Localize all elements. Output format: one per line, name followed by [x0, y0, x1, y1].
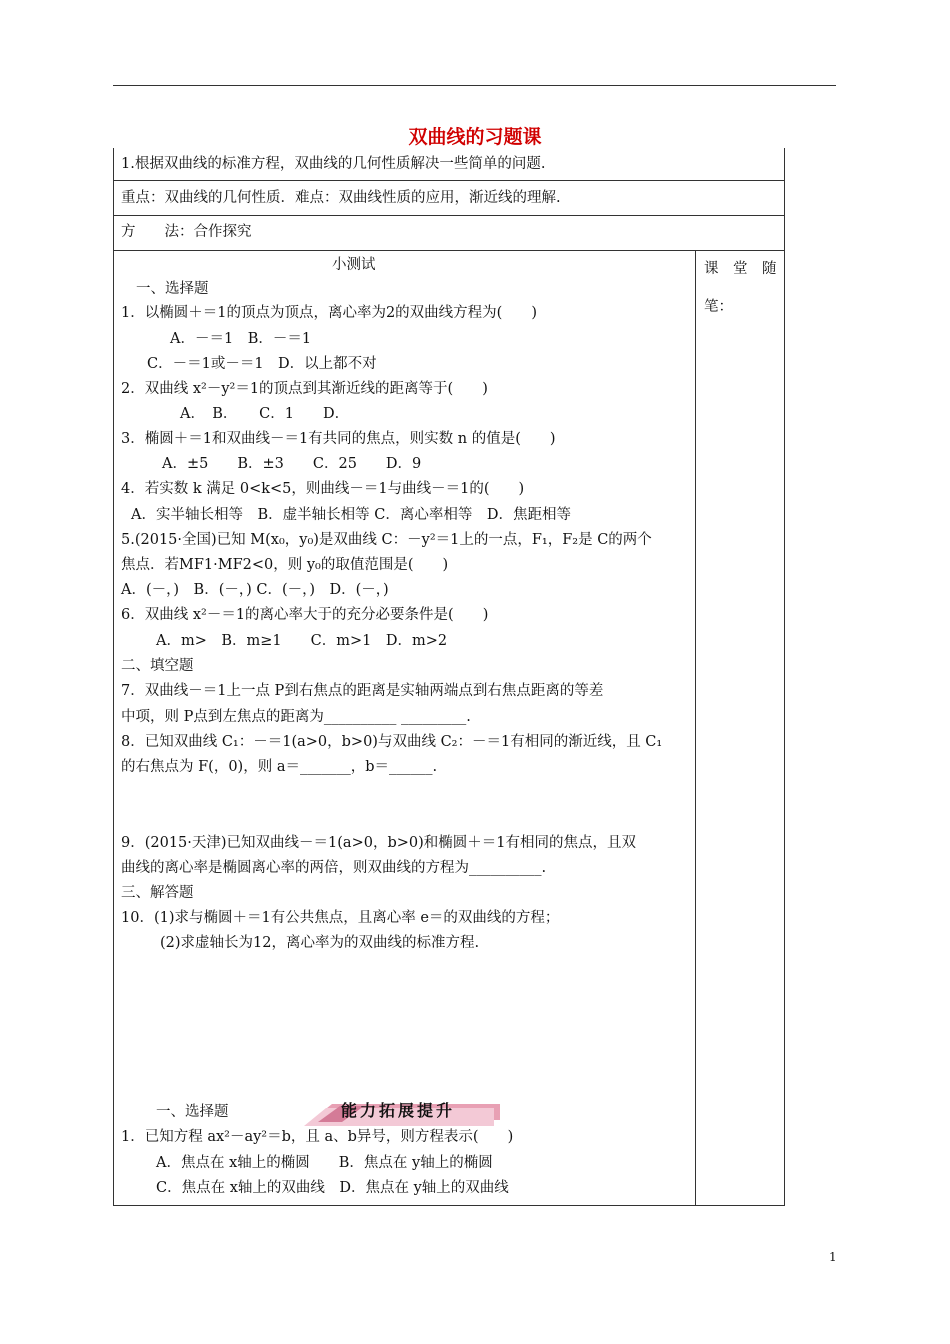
row-divider — [113, 215, 785, 216]
question-5-options: A．(－，) B．(－，) C．(－，) D．(－，) — [121, 582, 389, 598]
row-divider — [113, 250, 785, 251]
question-8: 8．已知双曲线 C₁：－＝1(a>0，b>0)与双曲线 C₂：－＝1有相同的渐近线，且 C₁ — [121, 734, 663, 750]
notes-header-2: 笔： — [704, 299, 733, 315]
page-title: 双曲线的习题课 — [408, 126, 542, 148]
header-rule — [113, 85, 836, 86]
question-3-options: A．±5 B．±3 C．25 D．9 — [162, 456, 422, 472]
question-4: 4．若实数 k 满足 0<k<5，则曲线－＝1与曲线－＝1的( ) — [121, 481, 525, 497]
question-7-line-2: 中项，则 P点到左焦点的距离为__________ _________. — [121, 709, 471, 725]
question-1: 1．以椭圆＋＝1的顶点为顶点，离心率为2的双曲线方程为( ) — [121, 305, 537, 321]
question-2: 2．双曲线 x²－y²＝1的顶点到其渐近线的距离等于( ) — [121, 381, 488, 397]
section-heading: 一、选择题 — [156, 1104, 229, 1120]
question-9-line-2: 曲线的离心率是椭圆离心率的两倍，则双曲线的方程为__________. — [121, 860, 547, 876]
notes-header: 课 堂 随 — [704, 261, 777, 277]
question-5-line-2: 焦点．若MF1·MF2<0，则 y₀的取值范围是( ) — [121, 557, 449, 573]
question-2-options: A． B． C．1 D． — [180, 406, 350, 422]
question-8-line-2: 的右焦点为 F(，0)，则 a＝_______，b＝______. — [121, 759, 438, 775]
key-points-text: 重点：双曲线的几何性质．难点：双曲线性质的应用，渐近线的理解. — [121, 190, 561, 206]
row-divider — [113, 180, 785, 181]
extension-question-1: 1．已知方程 ax²－ay²＝b，且 a、b异号，则方程表示( ) — [121, 1129, 514, 1145]
banner-title: 能力拓展提升 — [341, 1101, 456, 1120]
section-heading: 一、选择题 — [136, 281, 209, 297]
question-1-options-a: A．－＝1 B．－＝1 — [170, 331, 312, 347]
question-3: 3．椭圆＋＝1和双曲线－＝1有共同的焦点，则实数 n 的值是( ) — [121, 431, 556, 447]
objective-text: 1.根据双曲线的标准方程，双曲线的几何性质解决一些简单的问题. — [121, 156, 546, 172]
method-text: 方 法：合作探究 — [121, 224, 252, 240]
extension-question-1-options-a: A．焦点在 x轴上的椭圆 B．焦点在 y轴上的椭圆 — [156, 1155, 493, 1171]
question-7: 7．双曲线－＝1上一点 P到右焦点的距离是实轴两端点到右焦点距离的等差 — [121, 683, 604, 699]
question-6-options: A．m> B．m≥1 C．m>1 D．m>2 — [156, 633, 448, 649]
page-number: 1 — [829, 1250, 837, 1264]
question-10: 10．(1)求与椭圆＋＝1有公共焦点，且离心率 e＝的双曲线的方程； — [121, 910, 560, 926]
question-10-part-2: (2)求虚轴长为12，离心率为的双曲线的标准方程. — [160, 935, 480, 951]
question-4-options: A．实半轴长相等 B．虚半轴长相等 C．离心率相等 D．焦距相等 — [131, 507, 571, 523]
section-heading: 三、解答题 — [121, 885, 194, 901]
question-5: 5.(2015·全国)已知 M(x₀，y₀)是双曲线 C：－y²＝1上的一点，F₁，F₂是 C的两个 — [121, 532, 652, 548]
section-heading: 二、填空题 — [121, 658, 194, 674]
question-6: 6．双曲线 x²－＝1的离心率大于的充分必要条件是( ) — [121, 607, 489, 623]
extension-question-1-options-b: C．焦点在 x轴上的双曲线 D．焦点在 y轴上的双曲线 — [156, 1180, 509, 1196]
quiz-heading: 小测试 — [332, 257, 376, 273]
question-9: 9．(2015·天津)已知双曲线－＝1(a>0，b>0)和椭圆＋＝1有相同的焦点，且双 — [121, 835, 636, 851]
column-divider — [695, 250, 696, 1206]
question-1-options-b: C．－＝1或－＝1 D．以上都不对 — [147, 356, 377, 372]
